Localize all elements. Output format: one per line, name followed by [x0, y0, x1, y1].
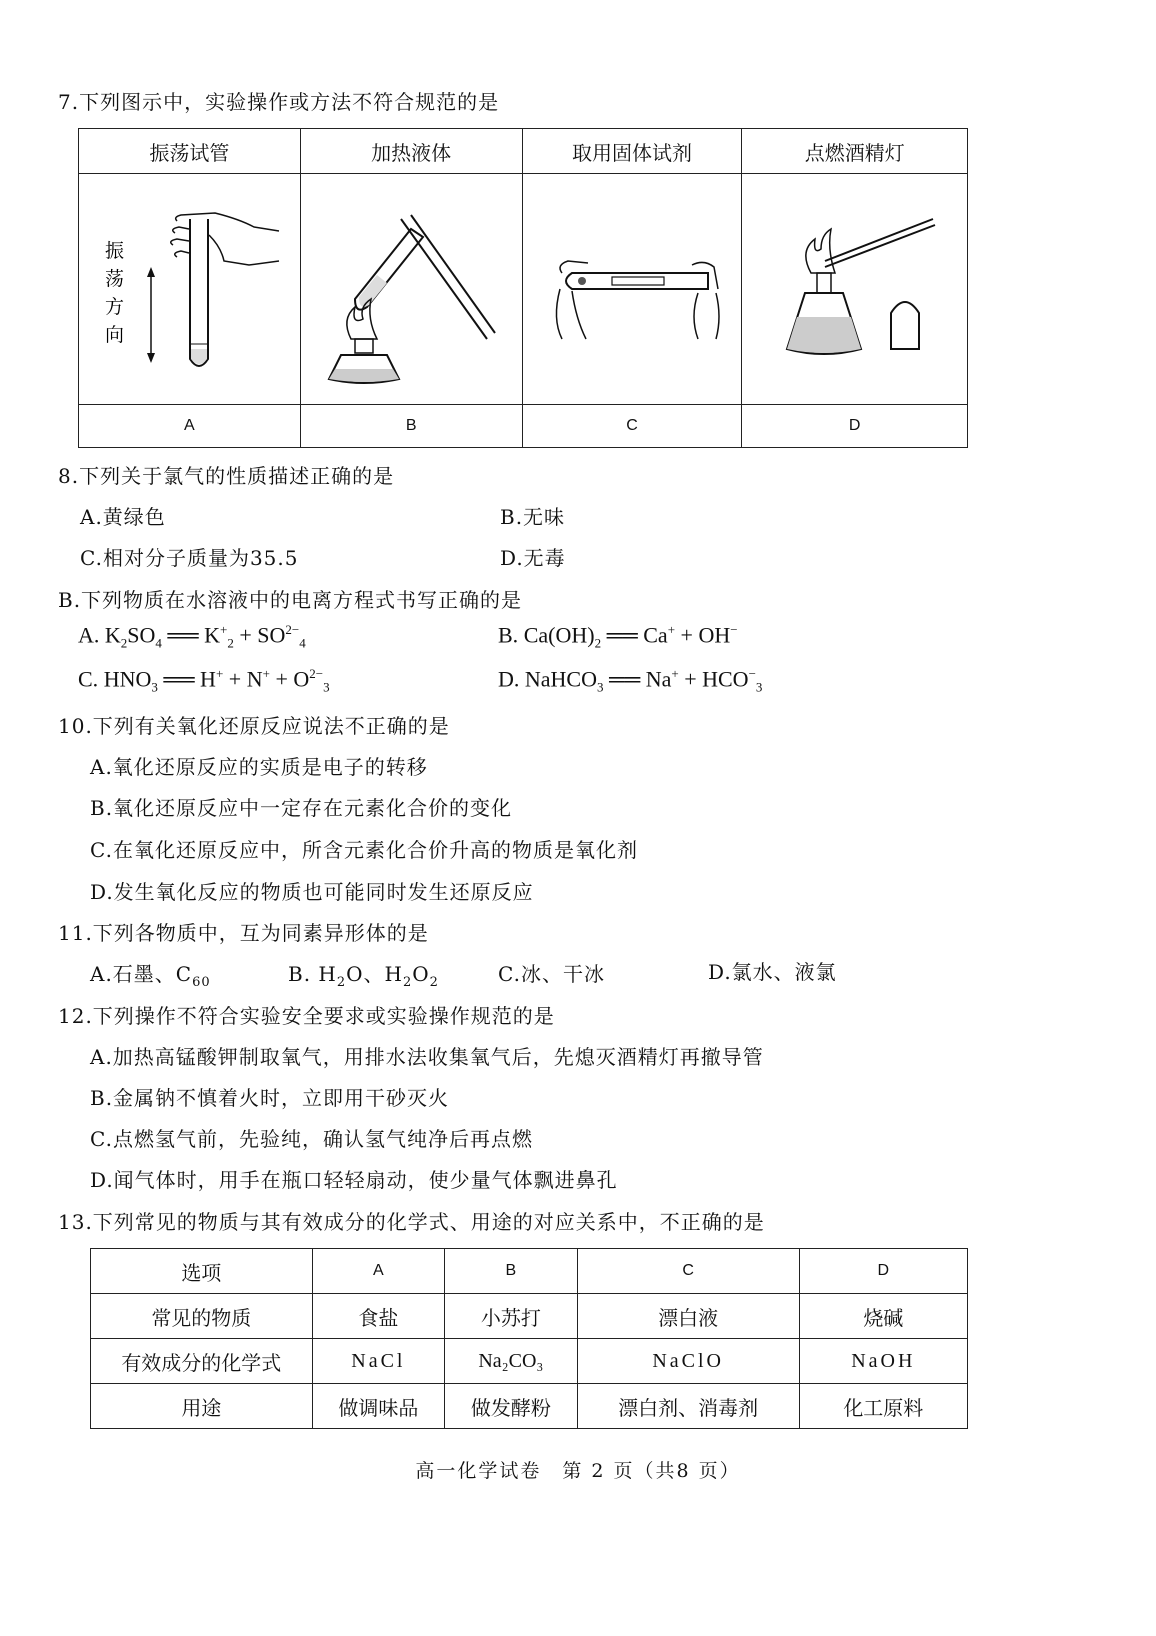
shake-text-3: 方 — [105, 296, 125, 318]
q10-option-a: A.氧化还原反应的实质是电子的转移 — [90, 755, 428, 779]
table-cell: 烧碱 — [799, 1294, 967, 1339]
q12-stem: 12.下列操作不符合实验安全要求或实验操作规范的是 — [58, 1004, 555, 1028]
heat-liquid-figure — [311, 189, 511, 389]
table-cell: 选项 — [91, 1249, 313, 1294]
equals-sign: ══ — [606, 622, 638, 648]
table-cell: C — [577, 1249, 799, 1294]
q7-label-b: B — [300, 405, 522, 448]
equals-sign: ══ — [167, 622, 199, 648]
q12-option-b: B.金属钠不慎着火时，立即用干砂灭火 — [90, 1086, 450, 1110]
q7-figure-d — [742, 174, 968, 405]
q7-header-d: 点燃酒精灯 — [742, 129, 968, 174]
q7-header-a: 振荡试管 — [79, 129, 301, 174]
q9-option-d: D. NaHCO$_3$ ══ $Na^+ + HCO^-_3$ — [498, 666, 763, 695]
table-cell: 有效成分的化学式 — [91, 1339, 313, 1384]
table-cell: B — [445, 1249, 578, 1294]
table-cell: NaClO — [577, 1339, 799, 1384]
shake-text-4: 向 — [105, 324, 125, 346]
table-cell: 做发酵粉 — [445, 1384, 578, 1429]
q12-option-d: D.闻气体时，用手在瓶口轻轻扇动，使少量气体飘进鼻孔 — [90, 1168, 618, 1192]
shake-text-2: 荡 — [105, 268, 125, 290]
q12-option-a: A.加热高锰酸钾制取氧气，用排水法收集氧气后，先熄灭酒精灯再撤导管 — [90, 1045, 764, 1069]
table-cell: 用途 — [91, 1384, 313, 1429]
q7-header-c: 取用固体试剂 — [522, 129, 742, 174]
table-row — [91, 1294, 968, 1339]
q7-figure-a — [79, 174, 301, 405]
q8-stem: 8.下列关于氯气的性质描述正确的是 — [58, 464, 395, 488]
q12-option-c: C.点燃氢气前，先验纯，确认氢气纯净后再点燃 — [90, 1127, 533, 1151]
q7-figure-c — [522, 174, 742, 405]
q10-option-c: C.在氧化还原反应中，所含元素化合价升高的物质是氧化剂 — [90, 838, 638, 862]
q7-label-c: C — [522, 405, 742, 448]
q10-option-b: B.氧化还原反应中一定存在元素化合价的变化 — [90, 796, 513, 820]
q9-stem: B.下列物质在水溶液中的电离方程式书写正确的是 — [58, 588, 523, 612]
q11-option-b: B. $H_2O$、$H_2O_2$ — [288, 962, 439, 990]
q13-stem: 13.下列常见的物质与其有效成分的化学式、用途的对应关系中，不正确的是 — [58, 1210, 765, 1234]
q8-option-b: B.无味 — [500, 505, 566, 529]
q11-option-c: C.冰、干冰 — [498, 962, 605, 986]
q9-option-a: A. $K_2SO_4$ ══ $K^+_2 + SO^{2-}_4$ — [78, 622, 306, 651]
q10-stem: 10.下列有关氧化还原反应说法不正确的是 — [58, 714, 450, 738]
table-cell: 漂白剂、消毒剂 — [577, 1384, 799, 1429]
q9-option-c: C. $HNO_3$ ══ $H^+ + N^+ + O^{2-}_3$ — [78, 666, 330, 695]
table-cell: 常见的物质 — [91, 1294, 313, 1339]
table-row — [91, 1249, 968, 1294]
table-cell: 小苏打 — [445, 1294, 578, 1339]
q10-option-d: D.发生氧化反应的物质也可能同时发生还原反应 — [90, 880, 534, 904]
q7-stem: 7.下列图示中，实验操作或方法不符合规范的是 — [58, 90, 500, 114]
table-cell: D — [799, 1249, 967, 1294]
q11-stem: 11.下列各物质中，互为同素异形体的是 — [58, 921, 429, 945]
table-cell: 食盐 — [312, 1294, 444, 1339]
table-cell: NaOH — [799, 1339, 967, 1384]
q7-figure-table — [78, 128, 968, 448]
equals-sign: ══ — [163, 666, 195, 692]
q13-table — [90, 1248, 968, 1429]
q8-option-c: C.相对分子质量为35.5 — [80, 546, 299, 570]
table-cell: NaCl — [312, 1339, 444, 1384]
light-alcohol-lamp-figure — [755, 189, 955, 389]
q7-header-b: 加热液体 — [300, 129, 522, 174]
shake-text-1: 振 — [105, 240, 125, 262]
q11-option-a: A.石墨、$C_{60}$ — [90, 962, 211, 990]
q7-label-a: A — [79, 405, 301, 448]
table-cell: 化工原料 — [799, 1384, 967, 1429]
q7-figure-b — [300, 174, 522, 405]
table-cell: A — [312, 1249, 444, 1294]
shake-test-tube-figure — [89, 189, 289, 389]
table-cell: Na₂CO₃ — [445, 1339, 578, 1384]
take-solid-reagent-figure — [532, 189, 732, 389]
q8-option-a: A.黄绿色 — [80, 505, 166, 529]
q11-option-d: D.氯水、液氯 — [708, 960, 837, 984]
q8-option-d: D.无毒 — [500, 546, 566, 570]
q7-label-d: D — [742, 405, 968, 448]
table-cell: 漂白液 — [577, 1294, 799, 1339]
table-row — [91, 1339, 968, 1384]
q9-option-b: B. $Ca(OH)_2$ ══ Ca+ + OH− — [498, 622, 738, 651]
page-footer: 高一化学试卷 第 2 页（共8 页） — [415, 1460, 741, 1482]
table-row — [91, 1384, 968, 1429]
table-cell: 做调味品 — [312, 1384, 444, 1429]
equals-sign: ══ — [609, 666, 641, 692]
